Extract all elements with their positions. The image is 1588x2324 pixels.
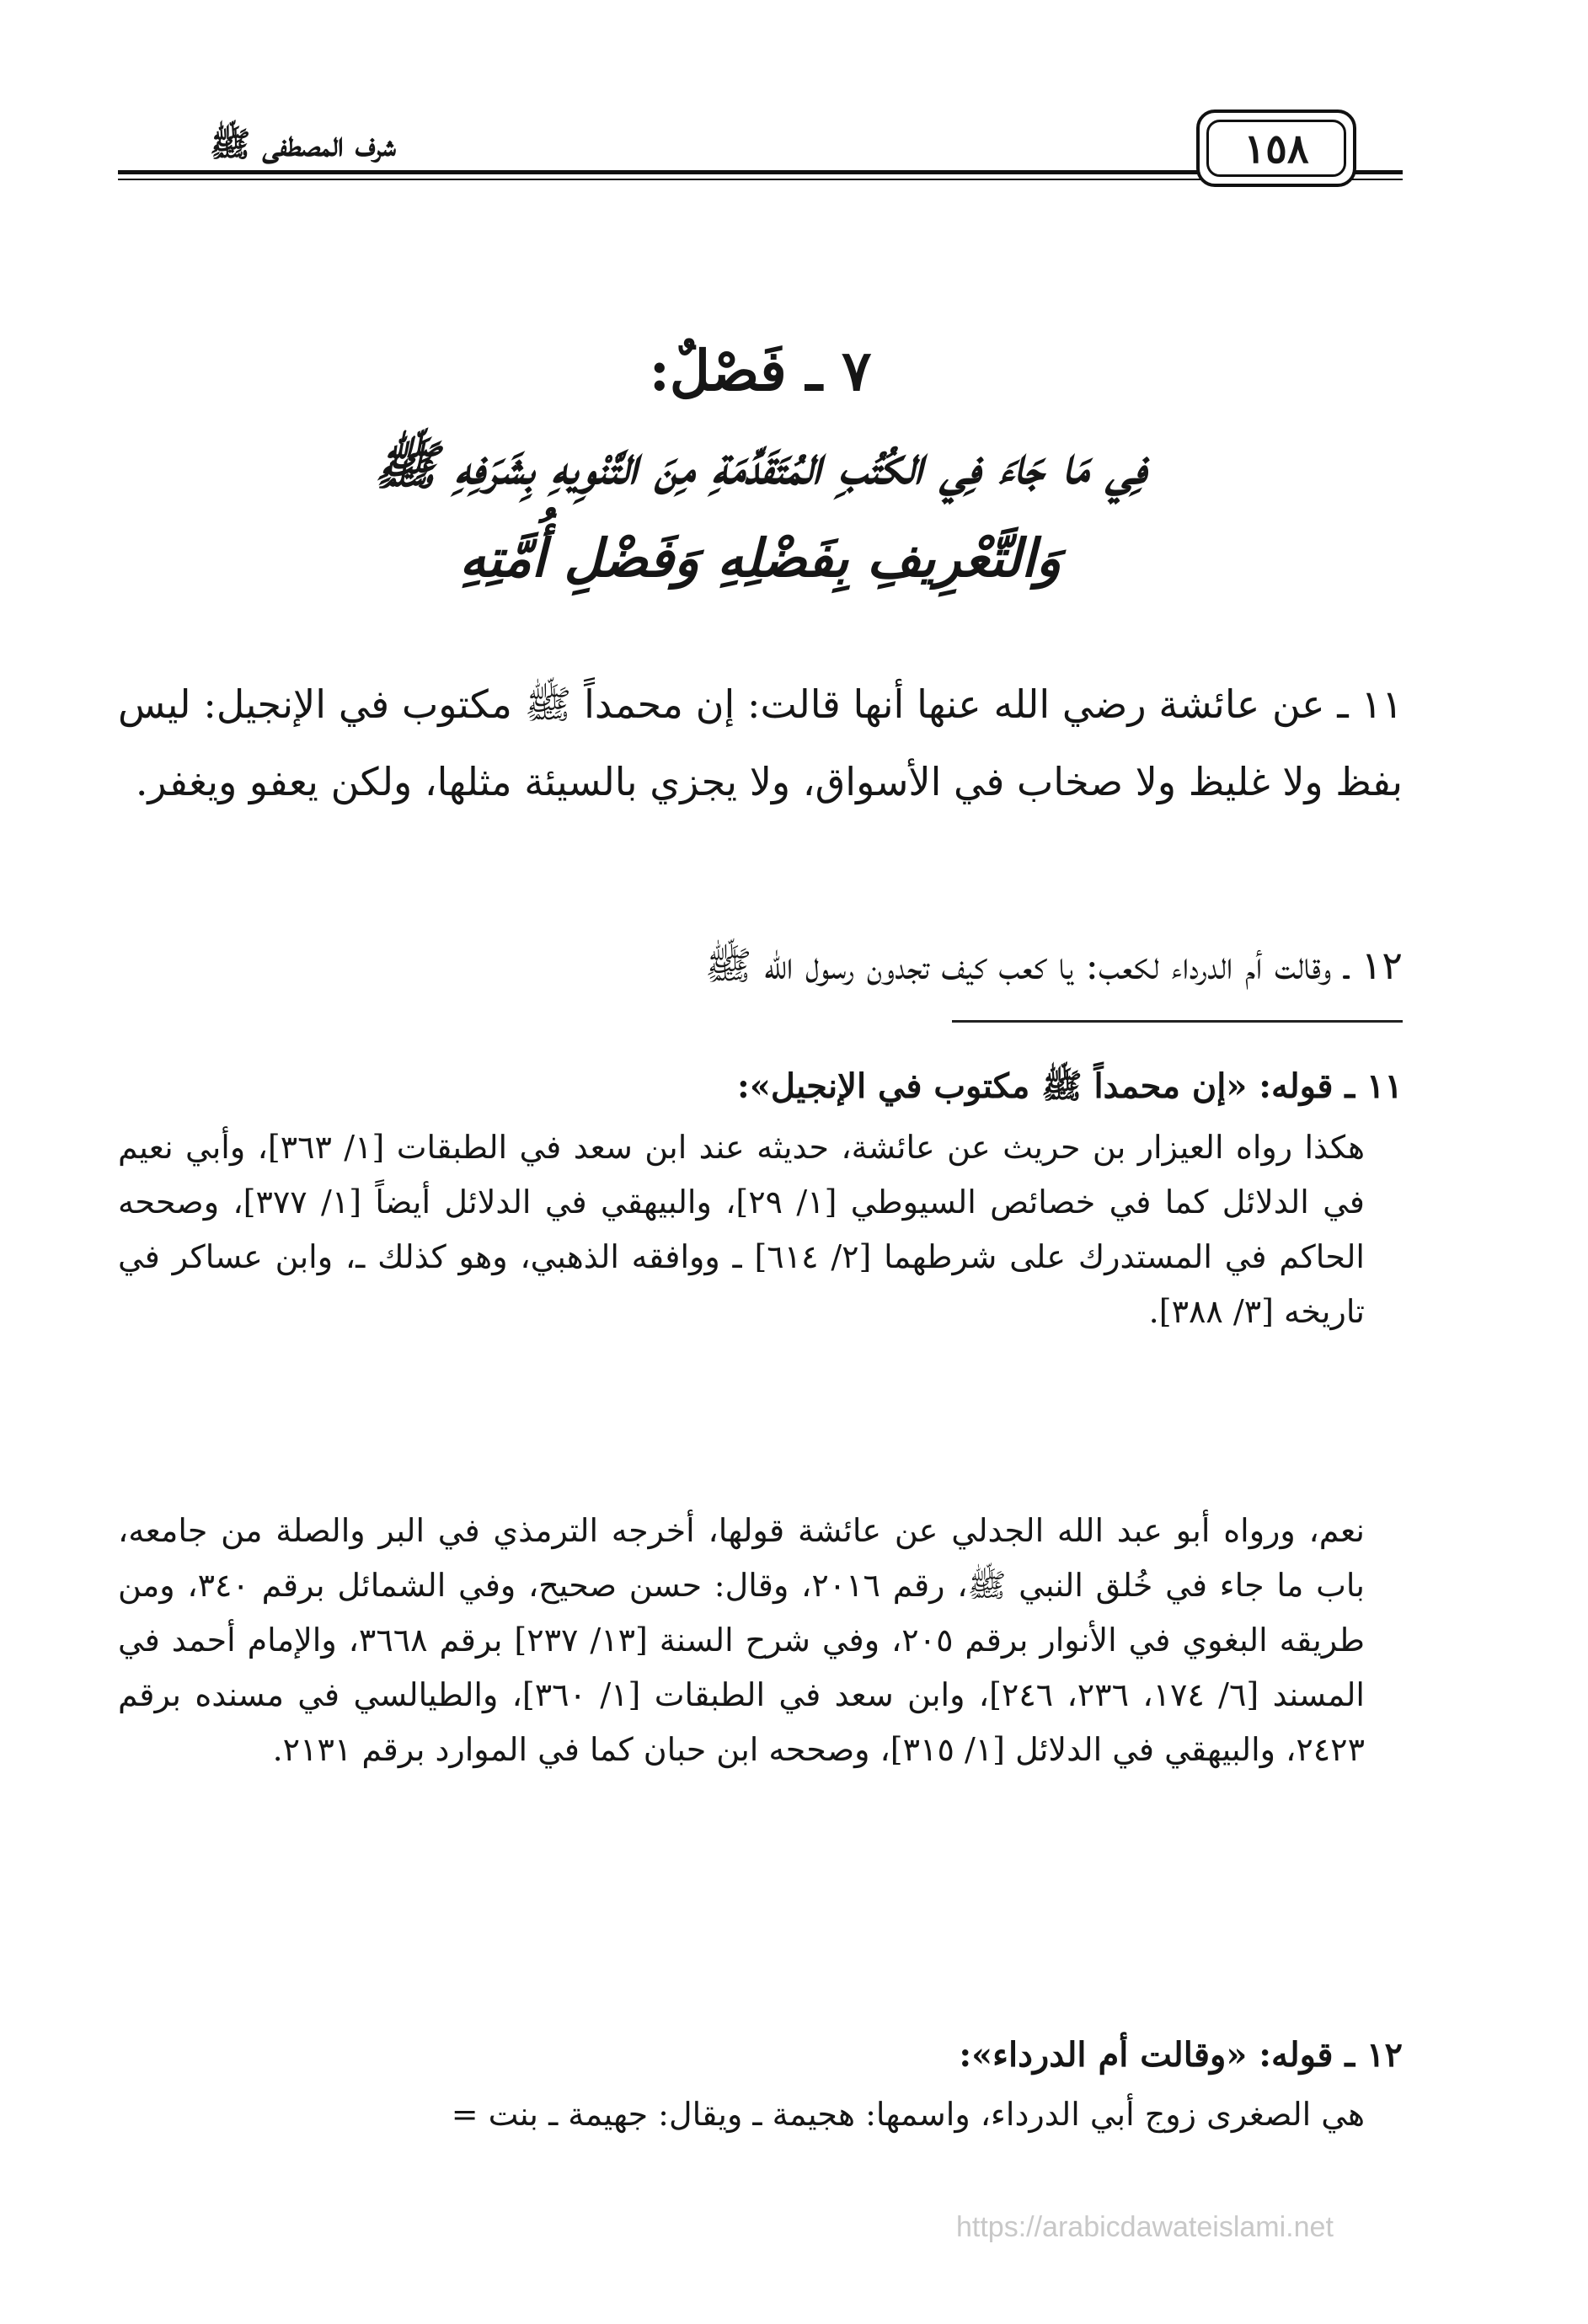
watermark-url: https://arabicdawateislami.net <box>956 2211 1334 2243</box>
footnote-12-title: ١٢ ـ قوله: «وقالت أم الدرداء»: <box>959 2035 1403 2075</box>
section-title-line-2: وَالتَّعْرِيفِ بِفَضْلِهِ وَفَضْلِ أُمَّتِهِ <box>459 527 1061 589</box>
footnote-12-paragraph-1: هي الصغرى زوج أبي الدرداء، واسمها: هجيمة ـ ويقال: جهيمة ـ بنت = <box>451 2096 1365 2133</box>
page-number: ١٥٨ <box>1206 120 1346 177</box>
section-number-title: ٧ ـ فَصْلٌ: <box>649 338 872 403</box>
page-number-frame <box>1196 110 1356 187</box>
footnote-separator <box>952 1020 1403 1023</box>
running-title: شرف المصطفى ﷺ <box>210 125 396 164</box>
footnote-11-paragraph-1: هكذا رواه العيزار بن حريث عن عائشة، حديثه عند ابن سعد في الطبقات [١/ ٣٦٣]، وأبي نعيم في الدلائل كما في خصائص السيوطي [١/ ٢٩]، والبيهقي في الدلائل أيضاً [١/ ٣٧٧]، وصححه الحاكم في المستدرك على شرطهما [٢/ ٦١٤] ـ ووافقه الذهبي، وهو كذلك ـ، وابن عساكر في تاريخه [٣/ ٣٨٨]. <box>118 1129 1365 1330</box>
hadith-11-paragraph: ١١ ـ عن عائشة رضي الله عنها أنها قالت: إن محمداً ﷺ مكتوب في الإنجيل: ليس بفظ ولا غليظ ولا صخاب في الأسواق، ولا يجزي بالسيئة مثلها، ولكن يعفو ويغفر. <box>118 681 1403 804</box>
hadith-12-paragraph: ١٢ ـ وقالت أم الدرداء لكعب: يا كعب كيف تجدون رسول الله ﷺ <box>704 943 1403 988</box>
footnote-11-title: ١١ ـ قوله: «إن محمداً ﷺ مكتوب في الإنجيل»: <box>737 1066 1403 1106</box>
footnote-11-paragraph-2: نعم، ورواه أبو عبد الله الجدلي عن عائشة قولها، أخرجه الترمذي في البر والصلة من جامعه، باب ما جاء في خُلق النبي ﷺ، رقم ٢٠١٦، وقال: حسن صحيح، وفي الشمائل برقم ٣٤٠، ومن طريقه البغوي في الأنوار برقم ٢٠٥، وفي شرح السنة [١٣/ ٢٣٧] برقم ٣٦٦٨، والإمام أحمد في المسند [٦/ ١٧٤، ٢٣٦، ٢٤٦]، وابن سعد في الطبقات [١/ ٣٦٠]، والطيالسي في مسنده برقم ٢٤٢٣، والبيهقي في الدلائل [١/ ٣١٥]، وصححه ابن حبان كما في الموارد برقم ٢١٣١. <box>118 1512 1366 1768</box>
section-title-line-1: فِي مَا جَاءَ فِي الكُتُبِ المُتَقَدِّمَةِ مِنَ التَّنْوِيهِ بِشَرَفِهِ ﷺ <box>374 435 1147 496</box>
